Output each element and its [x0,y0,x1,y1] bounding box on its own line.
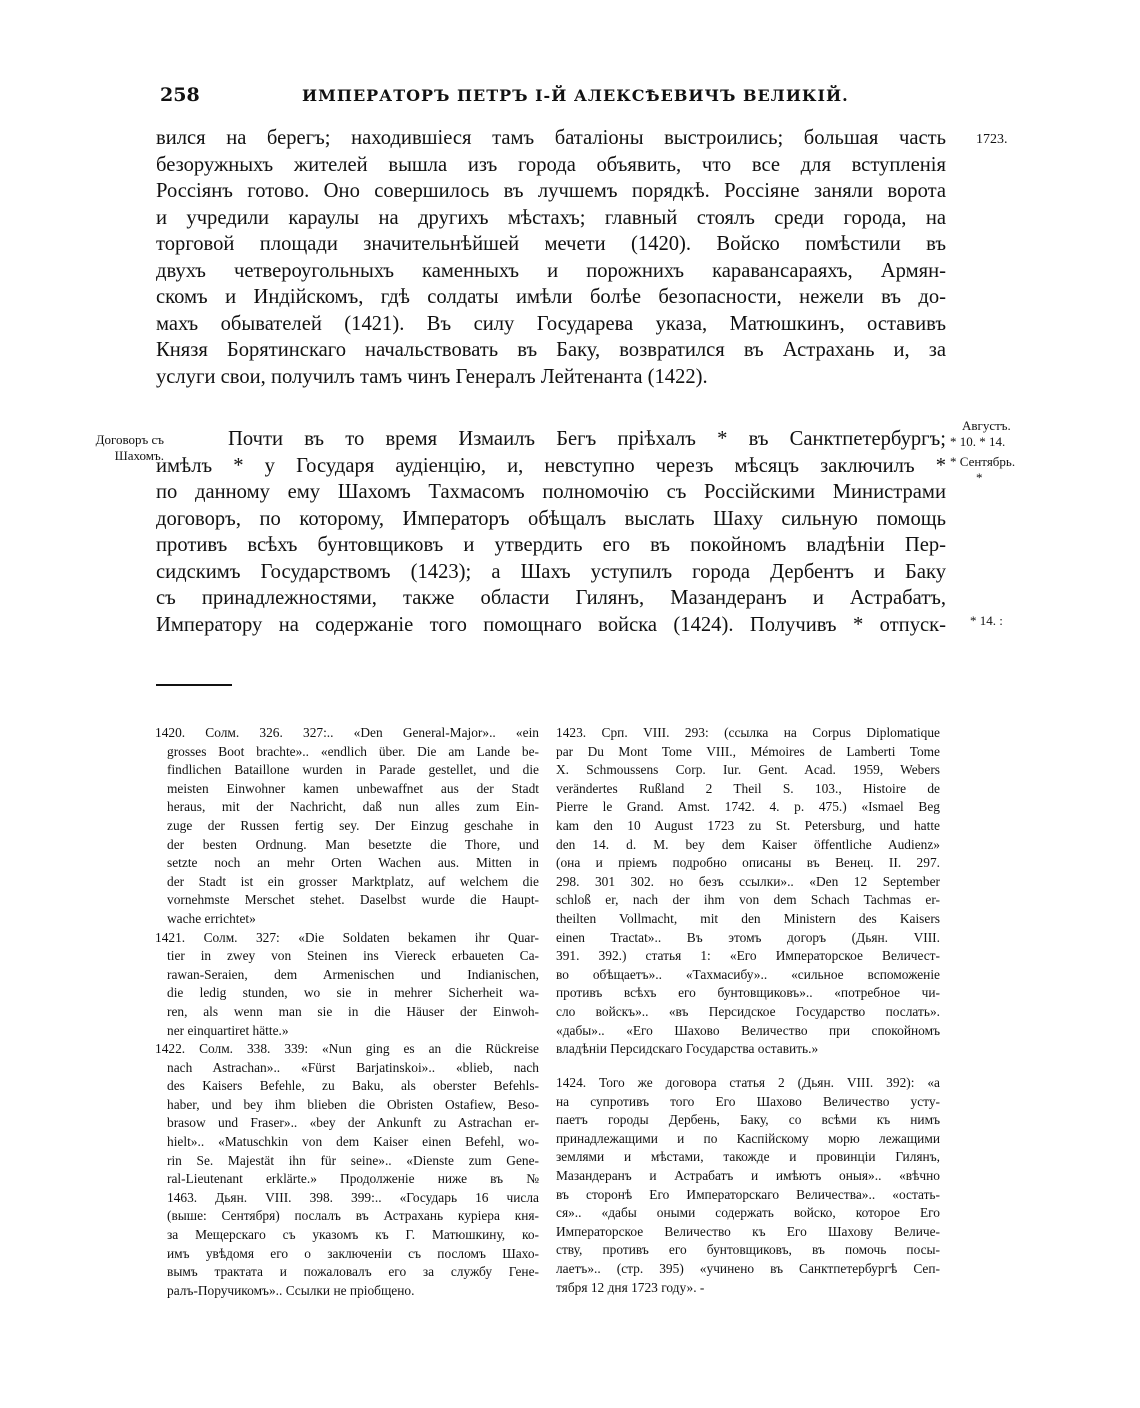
footnote-line: haber, und bey ihm blieben die Obristen Ostafiew, Beso- [167,1096,539,1112]
footnote-line: den 14. d. M. bey dem Kaiser öffentliche Audienz» [556,836,940,852]
margin-year: 1723. [976,132,1008,147]
text-line: торговой площади значительнѣйшей мечети (1420). Войско помѣстили въ [156,233,946,255]
footnote-line: за Мещерскаго съ указомъ къ Г. Матюшкину, ко- [167,1227,539,1243]
footnote-line: wache errichtet» [167,910,256,926]
footnote-line: zuge der Russen fertig sey. Der Einzug geschahe in [167,817,539,833]
text-line: и учредили караулы на другихъ мѣстахъ; главный стоялъ среди города, на [156,206,946,229]
text-line: вился на берегъ; находившіеся тамъ баталіоны выстроились; большая часть [156,127,946,149]
footnote-line: ral-Lieutenant erklärte.» Продолженіе ниже въ № [167,1171,539,1187]
footnote-line: владѣніи Персидскаго Государства оставить.» [556,1041,819,1057]
footnote-line: 1463. Дьян. VIII. 398. 399:.. «Государь 16 числа [167,1189,539,1205]
footnote-line: 1423. Срп. VIII. 293: (ссылка на Corpus Diplomatique [556,725,940,740]
footnote-line: X. Schmoussens Corp. Iur. Gent. Acad. 1959, Webers [556,762,940,778]
footnote-line: паетъ городы Дербень, Баку, со всѣми къ нимъ [556,1112,940,1128]
footnote-line: землями и мѣстами, такожде и провинціи Гилянъ, [556,1149,940,1165]
footnote-line: meisten Einwohner kamen unbewaffnet aus der Stadt [167,780,539,796]
text-line: противъ всѣхъ бунтовщиковъ и утвердить его въ покойномъ владѣніи Пер- [156,534,946,556]
footnote-line: rawan-Seraien, dem Armenischen und Indianischen, [167,966,539,982]
text-line: махъ обывателей (1421). Въ силу Государева указа, Матюшкинъ, оставивъ [156,312,946,335]
footnote-line: «дабы».. «Его Шахово Величество при спокойномъ [556,1022,940,1038]
footnote-line: ралъ-Поручикомъ».. Ссылки не пріобщено. [167,1282,415,1298]
footnote-line: hielt».. «Matuschkin von dem Kaiser einen Befehl, wo- [167,1134,539,1150]
text-line: Почти въ то время Измаилъ Бегъ пріѣхалъ * въ Санктпетербургъ; [228,428,946,450]
footnote-line: тября 12 дня 1723 году». - [556,1279,705,1295]
paragraph-2 [156,426,946,638]
footnote-line: сло войскъ».. «въ Персидское Государство послать». [556,1003,940,1019]
footnote-line: вымъ трактата и пожаловалъ его за службу Гене- [167,1264,539,1280]
footnote-line: 1421. Солм. 327: «Die Soldaten bekamen ihr Quar- [155,929,539,945]
footnote-line: 1420. Солм. 326. 327:.. «Den General-Major».. «ein [155,725,539,740]
footnote-line: ся».. «дабы оными содержать войско, которое Его [556,1205,940,1221]
page-number: 258 [160,84,200,106]
footnote-1424 [556,1074,940,1297]
footnote-line: grosses Boot brachte».. «endlich über. Die am Lande be- [167,743,539,759]
margin-date-line: * [976,470,983,485]
margin-date-line: * Сентябрь. [950,454,1016,469]
footnote-line: verändertes Rußland 2 Theil S. 103., Histoire de [556,780,940,796]
footnote-line: der besten Ordnung. Man besetzte die Thore, und [167,836,539,852]
text-line: услуги свои, получилъ тамъ чинъ Генералъ Лейтенанта (1422). [156,365,708,388]
footnote-line: на супротивъ того Его Шахово Величество усту- [556,1093,940,1109]
margin-date-14: * 14. : [970,613,1003,628]
footnote-line: (выше: Сентября) послалъ въ Астрахань куріера кня- [167,1208,539,1224]
footnote-line: 298. 301 302. но безъ ссылки».. «Den 12 September [556,873,940,889]
text-line: договоръ, по которому, Императоръ обѣщалъ выслать Шаху сильную помощь [156,507,946,530]
footnote-line: theilten Vollmacht, mit den Ministern des Kaisers [556,910,940,926]
footnote-1423 [556,724,940,1059]
footnote-line: принадлежащими и по Каспійскому морю лежащими [556,1130,940,1146]
footnote-line: des Kaisers Befehle, zu Baku, als oberster Befehls- [167,1078,539,1094]
footnote-line: kam den 10 August 1723 zu St. Petersburg, und hatte [556,817,940,833]
running-title: ИМПЕРАТОРЪ ПЕТРЪ I-Й АЛЕКСѢЕВИЧЪ ВЕЛИКІЙ. [302,86,849,105]
footnote-line: einen Tractat».. Въ этомъ догоръ (Дьян. VIII. [556,929,940,945]
text-line: имѣлъ * у Государя аудіенцію, и, невступно черезъ мѣсяцъ заключилъ * [156,454,946,477]
margin-note-line: Договоръ съ [95,432,164,447]
footnote-line: setzte noch an mehr Orten Wachen aus. Mitten in [167,855,539,871]
margin-date-line: * 10. * 14. [950,434,1006,449]
footnote-line: tier in zwey von Steinen ins Viereck erbaueten Ca- [167,948,539,964]
footnote-line: findlichen Bataillone wurden in Parade gestellet, und die [167,762,539,778]
margin-note-line: Шахомъ. [114,448,164,463]
footnote-line: schloß er, nach der ihm von dem Schach Tachmas er- [556,892,940,908]
footnote-line: ner einquartiret hätte.» [167,1022,289,1038]
text-line: безоружныхъ жителей вышла изъ города объявить, что все для вступленія [156,153,946,176]
footnote-line: 1424. Того же договора статья 2 (Дьян. VIII. 392): «а [556,1075,940,1090]
footnote-line: лаетъ».. (стр. 395) «учинено въ Санктпетербургѣ Сеп- [556,1260,940,1276]
text-line: по данному ему Шахомъ Тахмасомъ полномочію съ Россійскими Министрами [156,481,946,503]
footnotes-left-column [155,724,539,1300]
text-line: двухъ четвероугольныхъ каменныхъ и порожнихъ каравансараяхъ, Армян- [156,259,946,282]
footnote-line: der Stadt ist ein grosser Marktplatz, auf welchem die [167,873,539,889]
footnote-line: (она и пріемъ подробно описаны въ Венец. II. 297. [556,855,940,871]
text-line: Императору на содержаніе того помощнаго войска (1424). Получивъ * отпуск- [156,613,946,636]
footnote-line: nach Astrachan».. «Fürst Barjatinskoi».. «blieb, nach [167,1059,539,1075]
text-line: Князя Борятинскаго начальствовать въ Баку, возвратился въ Астрахань и, за [156,339,946,361]
footnote-line: во обѣщаетъ».. «Тахмасибу».. «сильное вспоможеніе [556,966,940,982]
footnote-line: въ сторонѣ Его Императорскаго Величества».. «остать- [556,1186,940,1202]
text-line: скомъ и Индійскомъ, гдѣ солдаты имѣли болѣе безопасности, нежели въ до- [156,286,946,308]
footnote-line: par Du Mont Tome VIII., Mémoires de Lamberti Tome [556,743,940,759]
footnote-line: Императорское Величество къ Его Шахову Величе- [556,1223,940,1239]
footnote-line: brasow und Fraser».. «bey der Ankunft zu Astrachan er- [167,1115,539,1131]
footnote-line: ren, als wenn man sie in die Häuser der Einwoh- [167,1003,539,1019]
margin-note-treaty [46,432,164,464]
text-line: съ принадлежностями, также области Гилянъ, Мазандеранъ и Астрабатъ, [156,587,946,609]
footnote-line: Мазандеранъ и Астрабатъ и имѣютъ оныя».. «вѣчно [556,1167,940,1183]
footnote-rule [156,684,232,686]
footnote-line: vornehmste Merschet stehet. Daselbst wurde die Haupt- [167,892,539,908]
margin-date-line: Августъ. [962,418,1011,433]
footnote-line: 1422. Солм. 338. 339: «Nun ging es an die Rückreise [155,1041,539,1057]
footnote-line: rin Se. Majestät ihn für seine».. «Dienste zum Gene- [167,1152,539,1168]
footnote-line: die ledig stunden, wo sie in mehrer Sicherheit wa- [167,985,539,1001]
footnote-line: heraus, mit der Nachricht, daß nun alles zum Ein- [167,799,539,815]
margin-dates [950,418,1050,486]
footnote-line: Pierre le Grand. Amst. 1742. 4. p. 475.) «Ismael Beg [556,799,940,815]
text-line: Россіянъ готово. Оно совершилось въ лучшемъ порядкѣ. Россіяне заняли ворота [156,180,946,202]
footnote-line: 391. 392.) статья 1: «Его Императорское Величест- [556,948,940,964]
paragraph-1 [156,125,946,390]
footnote-line: ству, противъ его бунтовщиковъ, въ помочь посы- [556,1242,940,1258]
footnote-line: противъ всѣхъ его бунтовщиковъ».. «потребное чи- [556,985,940,1001]
text-line: сидскимъ Государствомъ (1423); а Шахъ уступилъ города Дербентъ и Баку [156,560,946,583]
footnote-line: имъ увѣдомя его о заключеніи съ посломъ Шахо- [167,1245,539,1261]
